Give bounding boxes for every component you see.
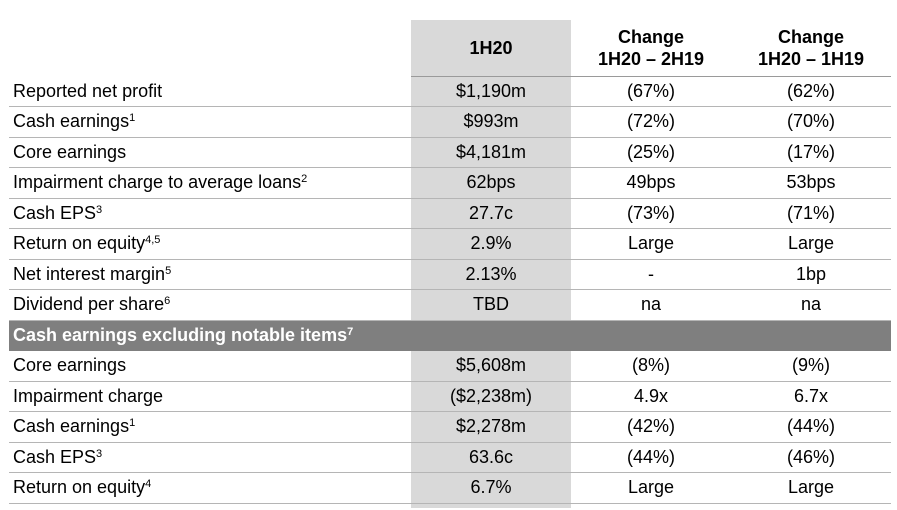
value-change-hoh <box>571 76 731 107</box>
value-change-pcp-text: na <box>800 294 822 315</box>
row-label <box>9 442 411 473</box>
value-change-hoh-text: (67%) <box>626 80 675 101</box>
header-blank <box>9 20 411 76</box>
value-change-pcp-text: Large <box>787 477 835 498</box>
value-change-pcp-text: 1bp <box>795 263 827 284</box>
row-label <box>9 168 411 199</box>
row-label-text: Cash earnings <box>13 416 130 437</box>
row-label <box>9 137 411 168</box>
value-1h20 <box>411 412 571 443</box>
header-1h20: 1H20 <box>411 20 571 76</box>
header-change-pcp-line1: Change <box>777 26 844 47</box>
value-change-hoh-text: (25%) <box>626 141 675 162</box>
table-row <box>9 229 891 260</box>
table-row <box>9 290 891 321</box>
table-body <box>9 76 891 503</box>
row-label-text: Cash EPS <box>13 202 97 223</box>
value-change-hoh-text: - <box>648 263 654 284</box>
value-1h20-text: 63.6c <box>468 446 514 467</box>
row-label-text: Return on equity <box>13 233 146 254</box>
value-1h20 <box>411 137 571 168</box>
value-1h20 <box>411 381 571 412</box>
value-change-pcp-text: 6.7x <box>793 385 829 406</box>
section-header-footnote: 7 <box>347 325 354 338</box>
table-row <box>9 76 891 107</box>
footnote-marker: 6 <box>164 295 171 308</box>
value-change-hoh-text: (42%) <box>626 416 675 437</box>
footnote-marker: 3 <box>96 447 103 460</box>
value-change-hoh-text: (72%) <box>626 111 675 132</box>
footnote-marker: 4,5 <box>145 234 161 247</box>
section-header-label <box>9 320 891 351</box>
row-label-text: Core earnings <box>13 141 127 162</box>
value-change-hoh-text: (44%) <box>626 446 675 467</box>
row-label <box>9 76 411 107</box>
value-change-pcp <box>731 168 891 199</box>
value-1h20-text: 2.9% <box>470 233 512 254</box>
row-label-text: Cash earnings <box>13 111 130 132</box>
row-label <box>9 290 411 321</box>
value-change-hoh <box>571 381 731 412</box>
row-label <box>9 107 411 138</box>
value-change-pcp-text: (9%) <box>791 355 830 376</box>
value-change-hoh <box>571 107 731 138</box>
row-label <box>9 412 411 443</box>
row-label <box>9 381 411 412</box>
value-change-pcp <box>731 259 891 290</box>
value-1h20 <box>411 473 571 504</box>
value-change-hoh-text: Large <box>627 233 675 254</box>
value-1h20-text: $1,190m <box>455 80 527 101</box>
section-header-text: Cash earnings excluding notable items <box>13 324 348 345</box>
row-label <box>9 473 411 504</box>
row-label-text: Return on equity <box>13 477 146 498</box>
value-change-hoh-text: na <box>640 294 662 315</box>
value-change-pcp <box>731 290 891 321</box>
footnote-marker: 1 <box>129 417 136 430</box>
row-label <box>9 229 411 260</box>
header-row <box>9 20 891 76</box>
footnote-marker: 3 <box>96 203 103 216</box>
value-change-pcp <box>731 198 891 229</box>
value-1h20-text: $993m <box>463 111 519 132</box>
value-1h20 <box>411 107 571 138</box>
value-change-pcp <box>731 473 891 504</box>
value-change-hoh <box>571 168 731 199</box>
value-1h20 <box>411 351 571 382</box>
header-change-hoh <box>571 20 731 76</box>
footnote-marker: 1 <box>129 112 136 125</box>
value-change-hoh <box>571 412 731 443</box>
value-change-pcp-text: (62%) <box>786 80 835 101</box>
value-change-hoh <box>571 137 731 168</box>
value-change-hoh-text: (73%) <box>626 202 675 223</box>
value-change-pcp <box>731 107 891 138</box>
header-change-pcp-line2: 1H20 – 1H19 <box>757 48 865 69</box>
value-1h20-text: 27.7c <box>468 202 514 223</box>
value-change-pcp <box>731 412 891 443</box>
table-row <box>9 168 891 199</box>
value-change-hoh <box>571 198 731 229</box>
row-label-text: Reported net profit <box>13 80 163 101</box>
value-change-hoh <box>571 290 731 321</box>
value-change-hoh <box>571 442 731 473</box>
value-1h20 <box>411 168 571 199</box>
table-row <box>9 442 891 473</box>
value-1h20-text: 62bps <box>466 172 516 193</box>
header-change-pcp <box>731 20 891 76</box>
value-1h20 <box>411 442 571 473</box>
row-label-text: Dividend per share <box>13 294 165 315</box>
row-label <box>9 351 411 382</box>
value-1h20-text: $5,608m <box>455 355 527 376</box>
value-change-pcp-text: (46%) <box>786 446 835 467</box>
value-change-pcp-text: 53bps <box>786 172 836 193</box>
table-row <box>9 473 891 504</box>
value-change-hoh-text: Large <box>627 477 675 498</box>
value-change-pcp-text: (44%) <box>786 416 835 437</box>
value-change-pcp-text: (70%) <box>786 111 835 132</box>
row-label-text: Net interest margin <box>13 263 166 284</box>
value-1h20-text: 6.7% <box>470 477 512 498</box>
table-row <box>9 259 891 290</box>
value-1h20 <box>411 76 571 107</box>
value-change-hoh <box>571 259 731 290</box>
value-1h20 <box>411 198 571 229</box>
table-row <box>9 198 891 229</box>
value-1h20-text: 2.13% <box>465 263 517 284</box>
footnote-marker: 5 <box>165 264 172 277</box>
value-1h20 <box>411 259 571 290</box>
value-change-hoh <box>571 351 731 382</box>
row-label-text: Core earnings <box>13 355 127 376</box>
value-1h20-text: $4,181m <box>455 141 527 162</box>
value-1h20-text: TBD <box>473 294 509 315</box>
footnote-marker: 2 <box>301 173 308 186</box>
row-label <box>9 259 411 290</box>
value-change-pcp <box>731 442 891 473</box>
value-change-hoh <box>571 473 731 504</box>
table-row <box>9 381 891 412</box>
table-row <box>9 107 891 138</box>
table-row <box>9 412 891 443</box>
value-change-hoh-text: 4.9x <box>633 385 669 406</box>
table-row <box>9 137 891 168</box>
value-change-hoh <box>571 229 731 260</box>
value-1h20-text: ($2,238m) <box>449 385 533 406</box>
section-header-row <box>9 320 891 351</box>
value-change-pcp <box>731 351 891 382</box>
table-row <box>9 351 891 382</box>
value-change-pcp <box>731 381 891 412</box>
value-change-pcp <box>731 229 891 260</box>
value-change-pcp <box>731 137 891 168</box>
value-change-hoh-text: 49bps <box>626 172 676 193</box>
row-label-text: Cash EPS <box>13 446 97 467</box>
row-label <box>9 198 411 229</box>
row-label-text: Impairment charge to average loans <box>13 172 302 193</box>
footnote-marker: 4 <box>145 478 152 491</box>
value-change-pcp-text: (71%) <box>786 202 835 223</box>
row-label-text: Impairment charge <box>13 385 164 406</box>
value-1h20 <box>411 229 571 260</box>
value-1h20-text: $2,278m <box>455 416 527 437</box>
value-change-pcp-text: Large <box>787 233 835 254</box>
results-table <box>9 20 891 504</box>
value-1h20 <box>411 290 571 321</box>
value-change-hoh-text: (8%) <box>631 355 670 376</box>
header-change-hoh-line2: 1H20 – 2H19 <box>597 48 705 69</box>
value-change-pcp <box>731 76 891 107</box>
header-change-hoh-line1: Change <box>617 26 684 47</box>
value-change-pcp-text: (17%) <box>786 141 835 162</box>
